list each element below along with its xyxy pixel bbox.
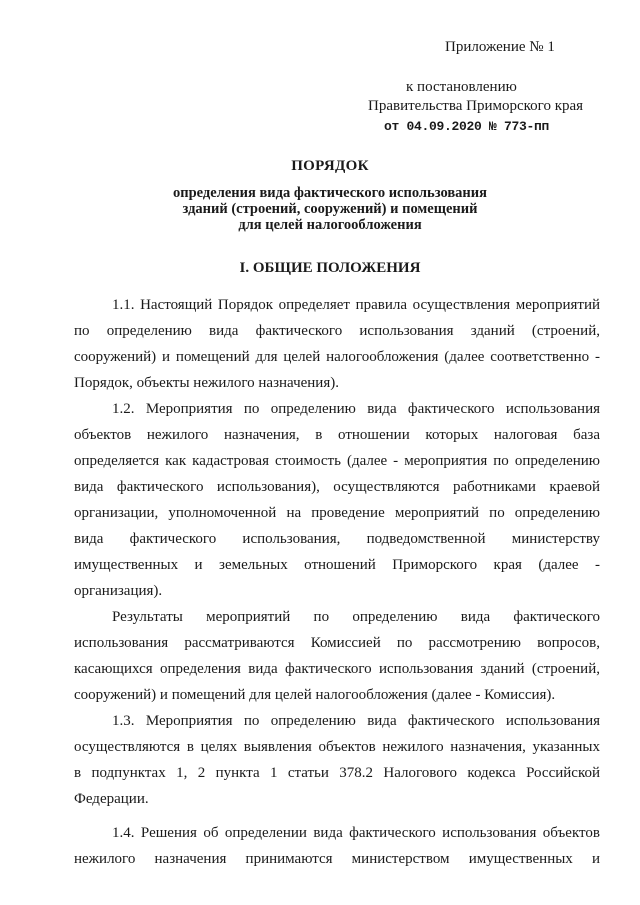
text-line: организации, уполномоченной на проведение мероприятий по определению [74,505,600,521]
paragraph-1-2 [74,396,600,604]
document-title: ПОРЯДОК [291,158,369,174]
section-heading: I. ОБЩИЕ ПОЛОЖЕНИЯ [239,260,421,276]
text-line: Федерации. [74,791,149,807]
decree-reference: к постановлению [406,79,517,95]
text-line: организация). [74,583,163,599]
text-line: использования рассматриваются Комиссией по рассмотрению вопросов, [74,635,600,651]
text-line: 1.3. Мероприятия по определению вида фактического использования [112,713,600,729]
subtitle-line: зданий (строений, сооружений) и помещений [182,201,478,217]
text-line: 1.1. Настоящий Порядок определяет правила осуществления мероприятий [112,297,600,313]
text-line: Порядок, объекты нежилого назначения). [74,375,339,391]
text-line: 1.4. Решения об определении вида фактического использования объектов [112,825,600,841]
text-line: определяется как кадастровая стоимость (далее - мероприятия по определению [74,453,600,469]
paragraph-1-4 [74,820,600,872]
decree-date-number: от 04.09.2020 № 773-пп [384,119,550,134]
subtitle-line: для целей налогообложения [238,217,422,233]
appendix-label: Приложение № 1 [445,39,555,55]
document-body [74,292,600,872]
text-line: по определению вида фактического использования зданий (строений, [74,323,600,339]
text-line: сооружений) и помещений для целей налогообложения (далее - Комиссия). [74,687,556,703]
text-line: в подпунктах 1, 2 пункта 1 статьи 378.2 Налогового кодекса Российской [74,765,600,781]
text-line: Результаты мероприятий по определению вида фактического [112,609,600,625]
text-line: нежилого назначения принимаются министерством имущественных и [74,851,600,867]
subtitle-line: определения вида фактического использования [173,185,487,201]
text-line: объектов нежилого назначения, в отношении которых налоговая база [74,427,600,443]
text-line: имущественных и земельных отношений Приморского края (далее - [74,557,600,573]
text-line: вида фактического использования, подведомственной министерству [74,531,600,547]
paragraph-1-1 [74,292,600,396]
text-line: вида фактического использования), осуществляются работниками краевой [74,479,600,495]
paragraph-results [74,604,600,708]
text-line: 1.2. Мероприятия по определению вида фактического использования [112,401,600,417]
text-line: касающихся определения вида фактического использования зданий (строений, [74,661,600,677]
document-subtitle [60,185,600,233]
text-line: сооружений) и помещений для целей налогообложения (далее соответственно - [74,349,600,365]
text-line: осуществляются в целях выявления объектов нежилого назначения, указанных [74,739,600,755]
government-name: Правительства Приморского края [368,98,584,114]
paragraph-1-3 [74,708,600,812]
